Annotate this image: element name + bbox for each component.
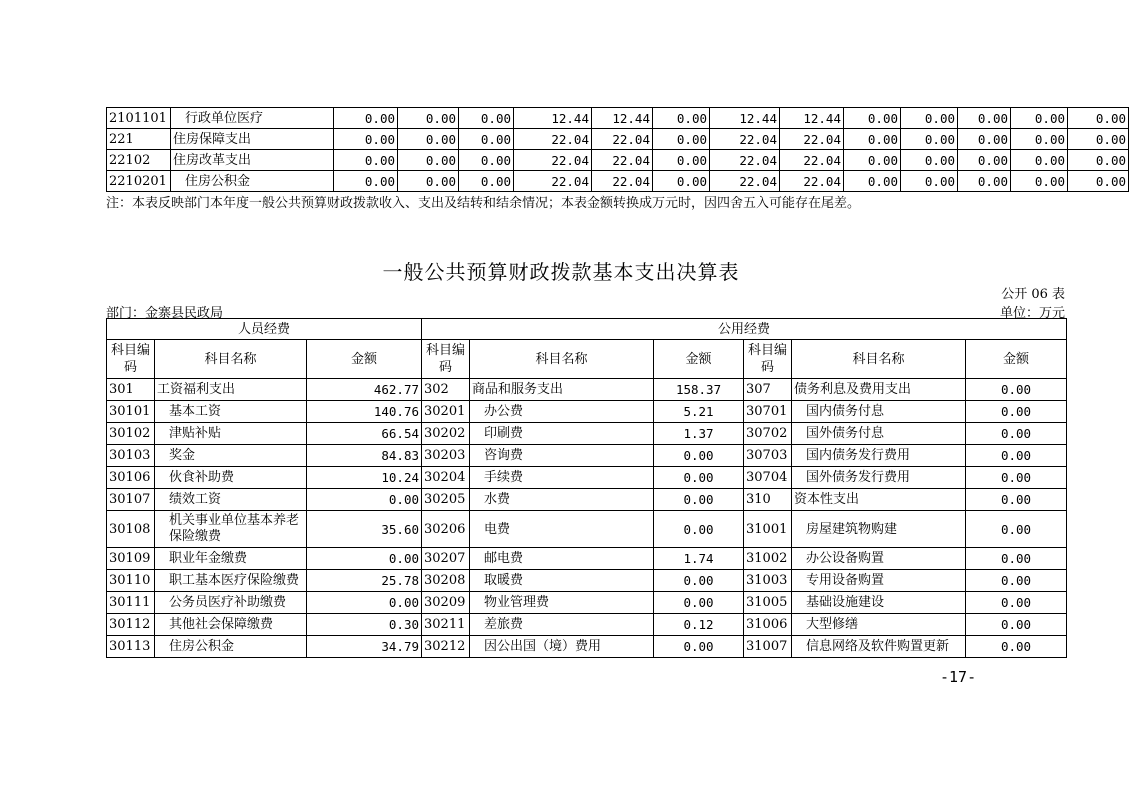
- subject-name: 办公设备购置: [792, 548, 966, 570]
- amount-cell: 10.24: [307, 467, 422, 489]
- amount-cell: 22.04: [780, 171, 844, 192]
- amount-cell: 0.00: [901, 150, 958, 171]
- amount-cell: 1.74: [654, 548, 744, 570]
- subject-name: 印刷费: [470, 423, 654, 445]
- amount-cell: 5.21: [654, 401, 744, 423]
- subject-name: 其他社会保障缴费: [155, 614, 307, 636]
- amount-cell: 22.04: [780, 150, 844, 171]
- public-header: 公用经费: [422, 319, 1067, 340]
- subject-name: 行政单位医疗: [171, 108, 334, 129]
- amount-cell: 35.60: [307, 511, 422, 548]
- subject-name: 咨询费: [470, 445, 654, 467]
- subject-code: 30207: [422, 548, 470, 570]
- table-row: [107, 423, 1067, 445]
- page-number: -17-: [940, 668, 977, 686]
- amount-cell: 1.37: [654, 423, 744, 445]
- amount-cell: 0.00: [1068, 150, 1129, 171]
- amount-cell: 22.04: [710, 171, 780, 192]
- amount-cell: 0.00: [966, 445, 1067, 467]
- subject-name: 机关事业单位基本养老保险缴费: [155, 511, 307, 548]
- amount-cell: 0.00: [459, 129, 514, 150]
- amount-cell: 0.00: [398, 108, 459, 129]
- table-row: [107, 171, 1129, 192]
- subject-code: 30109: [107, 548, 155, 570]
- amount-cell: 12.44: [514, 108, 592, 129]
- subject-code: 302: [422, 379, 470, 401]
- basic-expenditure-table: [106, 318, 1067, 658]
- table-row: [107, 636, 1067, 658]
- amount-cell: 0.00: [958, 108, 1011, 129]
- subject-name: 取暖费: [470, 570, 654, 592]
- table-row: [107, 592, 1067, 614]
- amount-cell: 140.76: [307, 401, 422, 423]
- amount-cell: 22.04: [592, 171, 653, 192]
- subject-code: 31005: [744, 592, 792, 614]
- subject-code: 31006: [744, 614, 792, 636]
- amount-cell: 0.00: [1011, 108, 1068, 129]
- subject-code: 310: [744, 489, 792, 511]
- subject-code: 301: [107, 379, 155, 401]
- subject-code: 30209: [422, 592, 470, 614]
- amount-cell: 12.44: [592, 108, 653, 129]
- subject-name: 商品和服务支出: [470, 379, 654, 401]
- table-row: [107, 401, 1067, 423]
- amount-cell: 0.00: [398, 150, 459, 171]
- subject-code: 30704: [744, 467, 792, 489]
- amount-cell: 0.00: [654, 636, 744, 658]
- amount-cell: 0.00: [958, 129, 1011, 150]
- table-note: 注：本表反映部门本年度一般公共预算财政拨款收入、支出及结转和结余情况；本表金额转换成万元时，因四舍五入可能存在尾差。: [106, 196, 861, 211]
- subject-name: 国外债务付息: [792, 423, 966, 445]
- subject-code: 2101101: [107, 108, 171, 129]
- subject-code: 30206: [422, 511, 470, 548]
- amount-cell: 0.00: [334, 150, 398, 171]
- subject-name: 电费: [470, 511, 654, 548]
- amount-cell: 0.00: [1068, 108, 1129, 129]
- amount-cell: 0.00: [958, 171, 1011, 192]
- code-header: 科目编码: [422, 340, 470, 379]
- amount-cell: 12.44: [780, 108, 844, 129]
- amount-header: 金额: [966, 340, 1067, 379]
- subject-name: 职工基本医疗保险缴费: [155, 570, 307, 592]
- amount-cell: 0.00: [654, 467, 744, 489]
- unit-label: 单位：万元: [999, 306, 1065, 321]
- amount-cell: 0.00: [844, 171, 901, 192]
- subject-code: 30106: [107, 467, 155, 489]
- amount-cell: 22.04: [780, 129, 844, 150]
- subject-name: 基础设施建设: [792, 592, 966, 614]
- amount-cell: 158.37: [654, 379, 744, 401]
- amount-cell: 22.04: [592, 150, 653, 171]
- subject-code: 30113: [107, 636, 155, 658]
- amount-cell: 0.00: [459, 108, 514, 129]
- table-row: [107, 108, 1129, 129]
- amount-cell: 0.00: [459, 171, 514, 192]
- subject-code: 30111: [107, 592, 155, 614]
- amount-cell: 0.00: [653, 171, 710, 192]
- subject-code: 30201: [422, 401, 470, 423]
- name-header: 科目名称: [792, 340, 966, 379]
- amount-cell: 0.00: [966, 379, 1067, 401]
- table-row: [107, 445, 1067, 467]
- amount-cell: 0.00: [958, 150, 1011, 171]
- amount-cell: 0.00: [966, 489, 1067, 511]
- subject-name: 手续费: [470, 467, 654, 489]
- subject-code: 30110: [107, 570, 155, 592]
- page-title: 一般公共预算财政拨款基本支出决算表: [382, 260, 740, 284]
- subject-name: 物业管理费: [470, 592, 654, 614]
- amount-cell: 0.00: [459, 150, 514, 171]
- subject-code: 31007: [744, 636, 792, 658]
- amount-cell: 0.00: [653, 129, 710, 150]
- subject-code: 30208: [422, 570, 470, 592]
- subject-name: 职业年金缴费: [155, 548, 307, 570]
- amount-cell: 0.00: [966, 614, 1067, 636]
- amount-cell: 0.00: [966, 548, 1067, 570]
- subject-name: 基本工资: [155, 401, 307, 423]
- subject-name: 水费: [470, 489, 654, 511]
- subject-code: 30703: [744, 445, 792, 467]
- amount-cell: 0.00: [901, 129, 958, 150]
- subject-code: 30212: [422, 636, 470, 658]
- subject-code: 2210201: [107, 171, 171, 192]
- table-row: [107, 150, 1129, 171]
- subject-code: 30205: [422, 489, 470, 511]
- subject-code: 30701: [744, 401, 792, 423]
- subject-name: 差旅费: [470, 614, 654, 636]
- amount-cell: 0.00: [901, 108, 958, 129]
- subject-code: 307: [744, 379, 792, 401]
- amount-cell: 66.54: [307, 423, 422, 445]
- subject-name: 住房公积金: [171, 171, 334, 192]
- amount-cell: 0.00: [844, 108, 901, 129]
- code-header: 科目编码: [107, 340, 155, 379]
- table-row: [107, 570, 1067, 592]
- subject-code: 30102: [107, 423, 155, 445]
- amount-cell: 0.00: [966, 401, 1067, 423]
- amount-cell: 0.00: [1011, 129, 1068, 150]
- amount-cell: 0.00: [844, 150, 901, 171]
- subject-name: 信息网络及软件购置更新: [792, 636, 966, 658]
- subject-name: 住房改革支出: [171, 150, 334, 171]
- amount-cell: 0.00: [654, 489, 744, 511]
- amount-cell: 0.00: [653, 150, 710, 171]
- amount-cell: 462.77: [307, 379, 422, 401]
- amount-cell: 0.00: [966, 423, 1067, 445]
- table-row: [107, 467, 1067, 489]
- name-header: 科目名称: [470, 340, 654, 379]
- subject-name: 债务利息及费用支出: [792, 379, 966, 401]
- subject-name: 国外债务发行费用: [792, 467, 966, 489]
- amount-cell: 0.00: [654, 592, 744, 614]
- name-header: 科目名称: [155, 340, 307, 379]
- amount-cell: 0.00: [334, 129, 398, 150]
- subject-name: 国内债务发行费用: [792, 445, 966, 467]
- amount-cell: 0.00: [307, 489, 422, 511]
- amount-cell: 22.04: [592, 129, 653, 150]
- subject-code: 30112: [107, 614, 155, 636]
- amount-cell: 0.00: [966, 511, 1067, 548]
- prior-table-continuation: [106, 107, 1129, 192]
- amount-cell: 22.04: [514, 171, 592, 192]
- subject-code: 31001: [744, 511, 792, 548]
- amount-cell: 0.00: [966, 570, 1067, 592]
- subject-code: 31002: [744, 548, 792, 570]
- amount-cell: 22.04: [710, 129, 780, 150]
- personnel-header: 人员经费: [107, 319, 422, 340]
- amount-cell: 0.00: [901, 171, 958, 192]
- amount-cell: 12.44: [710, 108, 780, 129]
- subject-code: 30202: [422, 423, 470, 445]
- amount-cell: 0.00: [966, 592, 1067, 614]
- subject-code: 30107: [107, 489, 155, 511]
- subject-name: 办公费: [470, 401, 654, 423]
- department-label: 部门：金寨县民政局: [106, 306, 224, 321]
- amount-cell: 22.04: [514, 129, 592, 150]
- table-row: [107, 614, 1067, 636]
- subject-name: 国内债务付息: [792, 401, 966, 423]
- amount-cell: 84.83: [307, 445, 422, 467]
- amount-cell: 0.00: [1011, 150, 1068, 171]
- table-number: 公开 06 表: [1001, 287, 1065, 302]
- subject-code: 30101: [107, 401, 155, 423]
- amount-cell: 22.04: [710, 150, 780, 171]
- amount-cell: 0.00: [398, 129, 459, 150]
- amount-cell: 0.00: [1011, 171, 1068, 192]
- amount-header: 金额: [654, 340, 744, 379]
- subject-name: 房屋建筑物购建: [792, 511, 966, 548]
- amount-cell: 0.00: [966, 467, 1067, 489]
- amount-cell: 0.00: [654, 570, 744, 592]
- subject-code: 30211: [422, 614, 470, 636]
- amount-cell: 0.00: [398, 171, 459, 192]
- amount-cell: 25.78: [307, 570, 422, 592]
- amount-cell: 0.30: [307, 614, 422, 636]
- subject-code: 22102: [107, 150, 171, 171]
- subject-name: 专用设备购置: [792, 570, 966, 592]
- subject-code: 31003: [744, 570, 792, 592]
- amount-cell: 0.00: [307, 548, 422, 570]
- amount-cell: 0.00: [654, 511, 744, 548]
- subject-name: 伙食补助费: [155, 467, 307, 489]
- subject-name: 奖金: [155, 445, 307, 467]
- table-row: [107, 489, 1067, 511]
- amount-cell: 0.12: [654, 614, 744, 636]
- subject-name: 住房保障支出: [171, 129, 334, 150]
- subject-code: 30103: [107, 445, 155, 467]
- amount-cell: 0.00: [334, 171, 398, 192]
- subject-name: 津贴补贴: [155, 423, 307, 445]
- amount-cell: 0.00: [653, 108, 710, 129]
- subject-name: 大型修缮: [792, 614, 966, 636]
- subject-code: 30204: [422, 467, 470, 489]
- amount-cell: 0.00: [966, 636, 1067, 658]
- amount-header: 金额: [307, 340, 422, 379]
- amount-cell: 34.79: [307, 636, 422, 658]
- code-header: 科目编码: [744, 340, 792, 379]
- subject-code: 30108: [107, 511, 155, 548]
- subject-name: 工资福利支出: [155, 379, 307, 401]
- subject-name: 公务员医疗补助缴费: [155, 592, 307, 614]
- subject-name: 邮电费: [470, 548, 654, 570]
- amount-cell: 0.00: [844, 129, 901, 150]
- table-row: [107, 511, 1067, 548]
- amount-cell: 0.00: [307, 592, 422, 614]
- amount-cell: 0.00: [654, 445, 744, 467]
- subject-name: 因公出国（境）费用: [470, 636, 654, 658]
- amount-cell: 22.04: [514, 150, 592, 171]
- amount-cell: 0.00: [1068, 129, 1129, 150]
- subject-name: 绩效工资: [155, 489, 307, 511]
- subject-code: 30203: [422, 445, 470, 467]
- amount-cell: 0.00: [1068, 171, 1129, 192]
- subject-name: 住房公积金: [155, 636, 307, 658]
- amount-cell: 0.00: [334, 108, 398, 129]
- subject-code: 30702: [744, 423, 792, 445]
- table-row: [107, 129, 1129, 150]
- subject-name: 资本性支出: [792, 489, 966, 511]
- subject-code: 221: [107, 129, 171, 150]
- table-row: [107, 548, 1067, 570]
- table-row: [107, 379, 1067, 401]
